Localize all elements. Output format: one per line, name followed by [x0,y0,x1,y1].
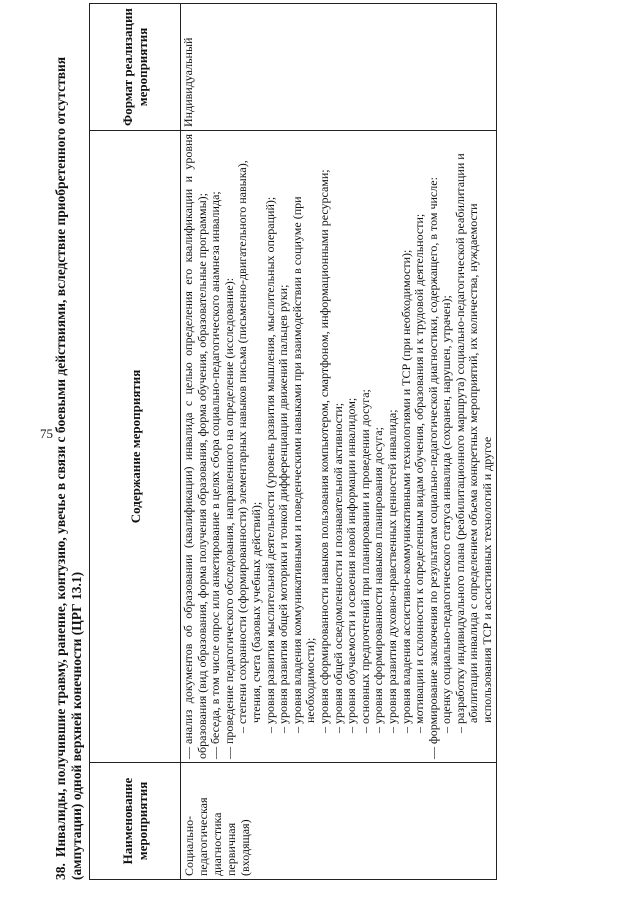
sub-list-item: – оценку социально-педагогического статуса инвалида (сохранен, нарушен, утрачен); [439,295,454,733]
list-item: —анализ документов об образовании (квалификации) инвалида с целью определения его квалификации и уровня образования (вид образования, форма получения образования, форма обучения, образовательные программы); [181,134,209,759]
sub-list-item: – степени сохранности (сформированности) элементарных навыков письма (письменно-двигательного навыка), чтения, счета (базовых учебных действий); [235,160,263,733]
sub-list-item: – уровня обучаемости и освоения новой информации инвалидом; [344,397,359,733]
sub-list-item: – уровня развития мыслительной деятельности (уровень развития мышления, мыслительных операций); [262,196,277,733]
list-item: —беседа, в том числе опрос или анкетирование в целях сбора социально-педагогического анамнеза инвалида; [208,191,223,759]
sub-list-item: – мотивации и склонности к определенным видам обучения, образования и к трудовой деятельности; [412,213,427,733]
table-header-row [90,4,181,880]
sub-list-item: – уровня развития общей моторики и тонкой дифференциации движений пальцев руки; [276,284,291,733]
rotated-page-content [53,8,573,880]
sub-list-item: – уровня развития духовно-нравственных ценностей инвалида; [384,409,399,733]
page-number: 75 [40,426,53,441]
list-item: —проведение педагогического обследования, направленного на определение (исследование): [221,277,236,759]
sub-list-item: – уровня сформированности навыков планирования досуга; [371,427,386,733]
table-row [181,4,497,880]
section-heading [53,25,85,880]
measures-table [89,3,497,880]
sub-list-item: – уровня владения ассистивно-коммуникативными технологиями и ТСР (при необходимости); [398,249,413,733]
section-title: Инвалиды, получившие травму, ранение, контузию, увечье в связи с боевыми действиями, вследствие приобретенного отсутствия (ампутации) одной верхней конечности (ЦРГ 13.1) [53,56,84,880]
section-number: 38. [53,863,68,880]
sub-list-item: – основных предпочтений при планировании и проведении досуга; [357,389,372,733]
list-item: —формирование заключения по результатам социально-педагогической диагностики, содержащего, в том числе: [425,177,440,759]
sub-list-item: – уровня владения коммуникативными и поведенческими навыками при взаимодействии в социуме (при необходимости); [289,196,318,733]
header-content: Содержание мероприятия [90,131,181,763]
sub-list-item: – уровня сформированности навыков пользования компьютером, смартфоном, информационными ресурсами; [316,169,331,733]
measure-content [181,131,497,763]
measure-format: Индивидуальный [181,4,497,131]
header-name: Наименование мероприятия [90,763,181,880]
header-format: Формат реализации мероприятия [90,4,181,131]
measure-name: Социально-педагогическая диагностика первичная (входящая) [181,763,497,880]
sub-list-item: – уровня общей осведомленности и познавательной активности; [330,402,345,733]
sub-list-item: – разработку индивидуального плана (реабилитационного маршрута) социально-педагогической реабилитации и абилитации инвалида с определением объема конкретных мероприятий, их количества, нуждаемости использования ТСР и ассистивных технологий и другое [452,153,495,733]
